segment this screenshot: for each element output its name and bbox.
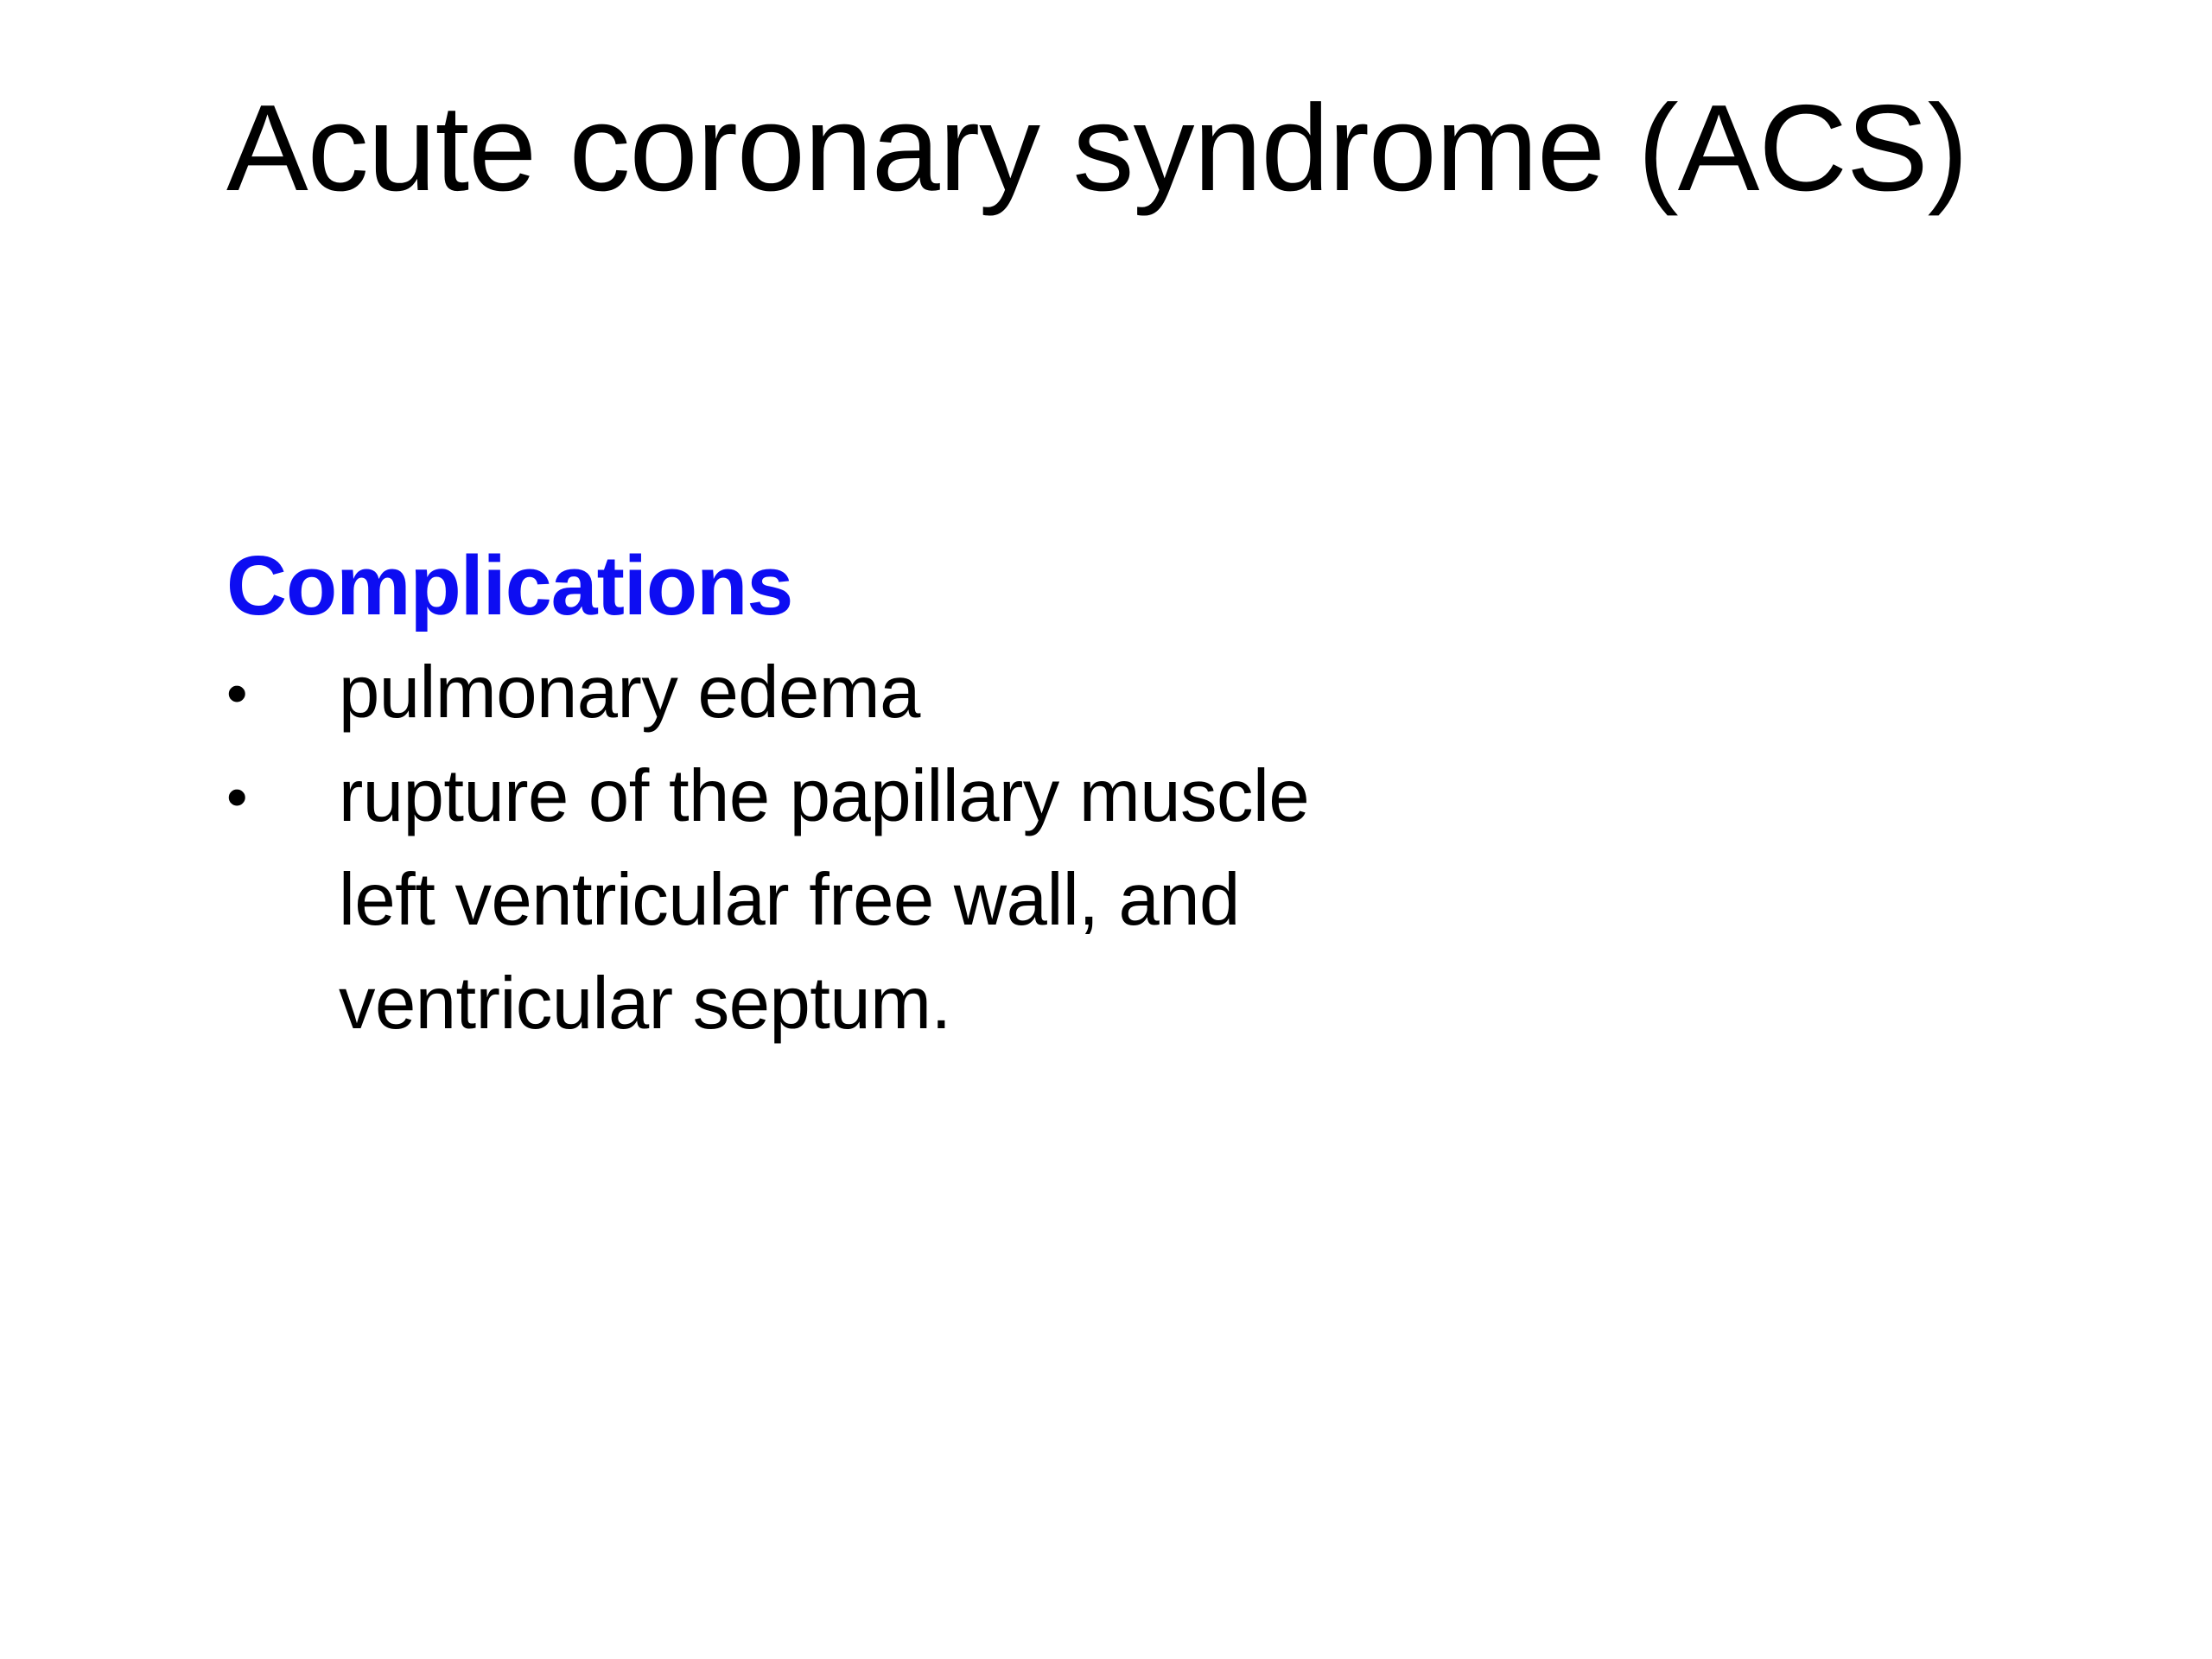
bullet-text: rupture of the papillary muscle left ventricular free wall, and ventricular septum. xyxy=(339,755,1310,1046)
list-item xyxy=(226,641,1350,745)
bullet-list xyxy=(226,641,1350,1056)
slide-title: Acute coronary syndrome (ACS) xyxy=(226,79,1967,217)
bullet-marker: • xyxy=(226,659,248,728)
section-heading: Complications xyxy=(226,538,793,632)
slide-content xyxy=(226,536,1350,1056)
bullet-marker: • xyxy=(226,763,248,831)
list-item xyxy=(226,745,1350,1056)
bullet-text: pulmonary edema xyxy=(339,652,920,734)
